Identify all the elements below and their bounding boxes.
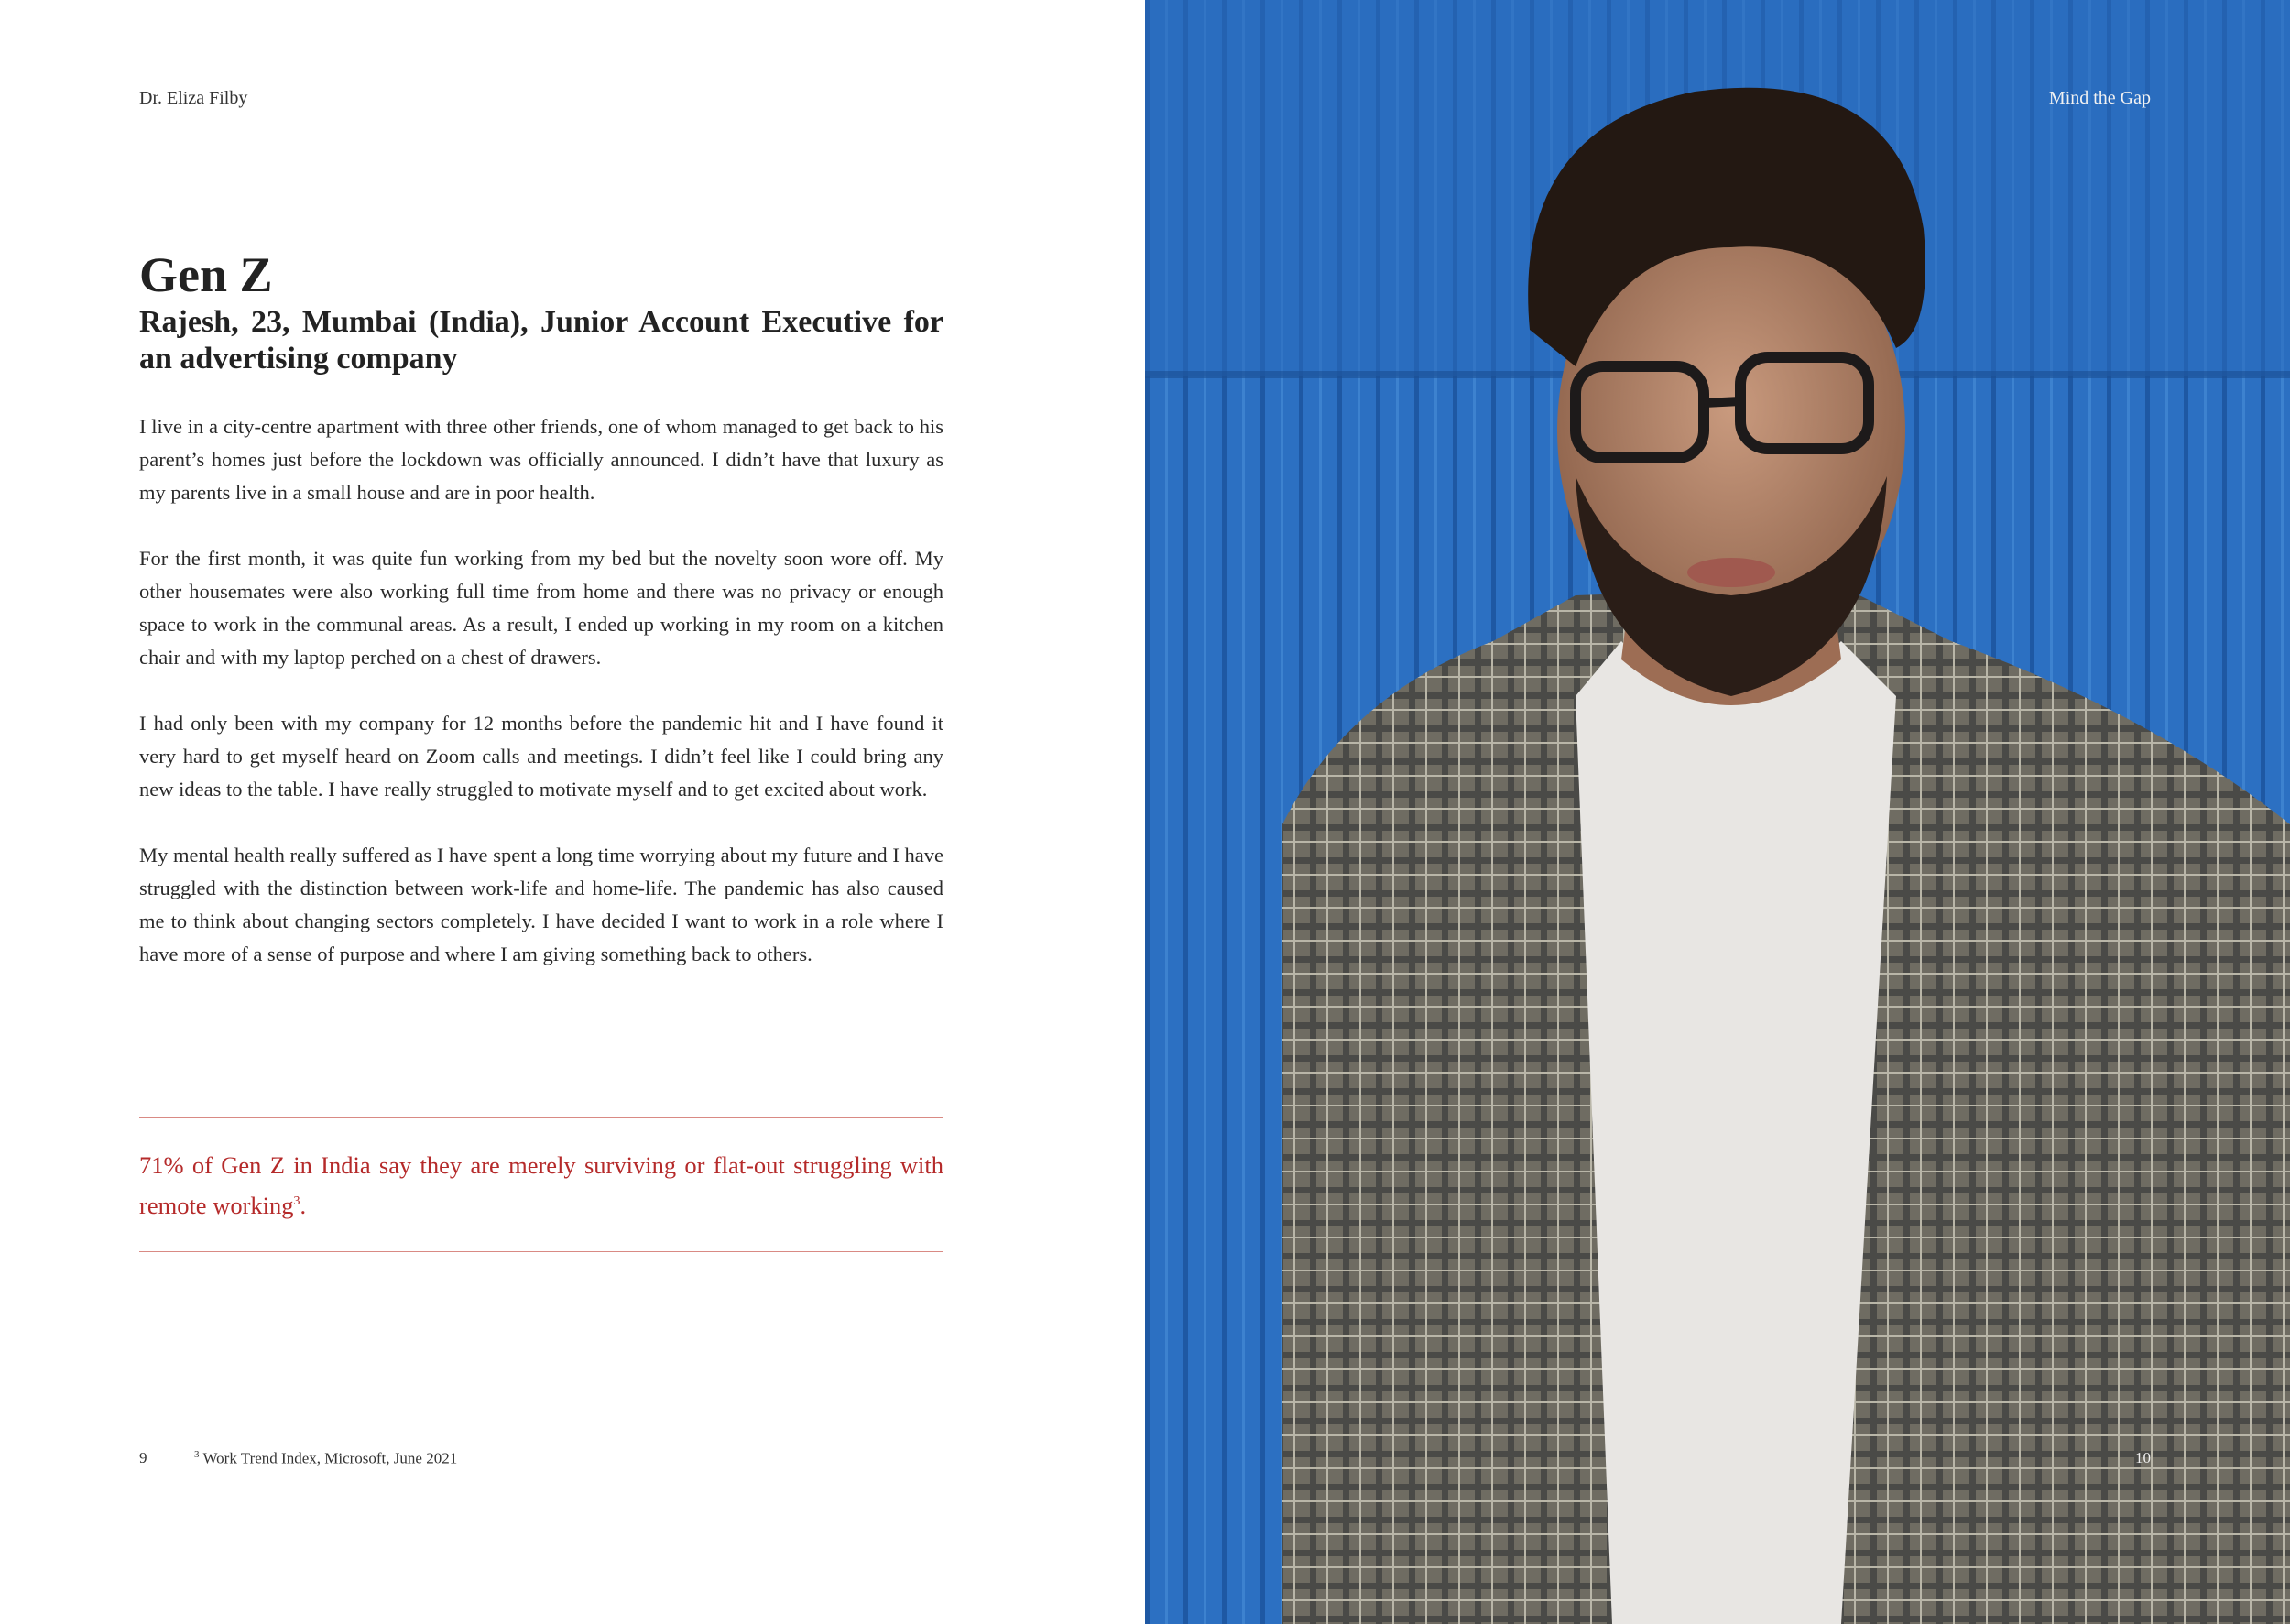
footnote-marker: 3 <box>194 1449 200 1460</box>
callout-rule-top <box>139 1117 943 1118</box>
paragraph-1: I live in a city-centre apartment with three other friends, one of whom managed to get back to his parent’s homes just before the lockdown was officially announced. I didn’t have that luxury as my parents live in a small house and are in poor health. <box>139 415 943 504</box>
callout-rule-bottom <box>139 1251 943 1252</box>
callout-end: . <box>300 1191 307 1219</box>
right-page-photo <box>1145 0 2290 1624</box>
publication-running-head: Mind the Gap <box>2048 88 2151 108</box>
callout-text: 71% of Gen Z in India say they are merely surviving or flat-out struggling with remote working <box>139 1151 943 1219</box>
author-running-head: Dr. Eliza Filby <box>139 88 248 108</box>
paragraph-3: I had only been with my company for 12 months before the pandemic hit and I have found it very hard to get myself heard on Zoom calls and meetings. I didn’t feel like I could bring any new ideas to the table. I have really struggled to motivate myself and to get excited about work. <box>139 712 943 801</box>
statistic-callout <box>139 1148 943 1224</box>
profile-subtitle: Rajesh, 23, Mumbai (India), Junior Account Executive for an advertising company <box>139 305 943 376</box>
paragraph-4: My mental health really suffered as I have spent a long time worrying about my future and I have struggled with the distinction between work-life and home-life. The pandemic has also caused me to think about changing sectors completely. I have decided I want to work in a role where I have more of a sense of purpose and where I am giving something back to others. <box>139 844 943 965</box>
portrait-photo <box>1145 0 2290 1624</box>
footnote-text: Work Trend Index, Microsoft, June 2021 <box>202 1449 458 1467</box>
article-body <box>139 410 943 1004</box>
section-title: Gen Z <box>139 247 273 302</box>
page-number-left: 9 <box>139 1449 147 1466</box>
footnote <box>194 1449 457 1468</box>
callout-footnote-ref: 3 <box>293 1194 300 1208</box>
page-number-right: 10 <box>2135 1449 2151 1466</box>
paragraph-2: For the first month, it was quite fun working from my bed but the novelty soon wore off. My other housemates were also working full time from home and there was no privacy or enough space to work in the communal areas. As a result, I ended up working in my room on a kitchen chair and with my laptop perched on a chest of drawers. <box>139 547 943 669</box>
